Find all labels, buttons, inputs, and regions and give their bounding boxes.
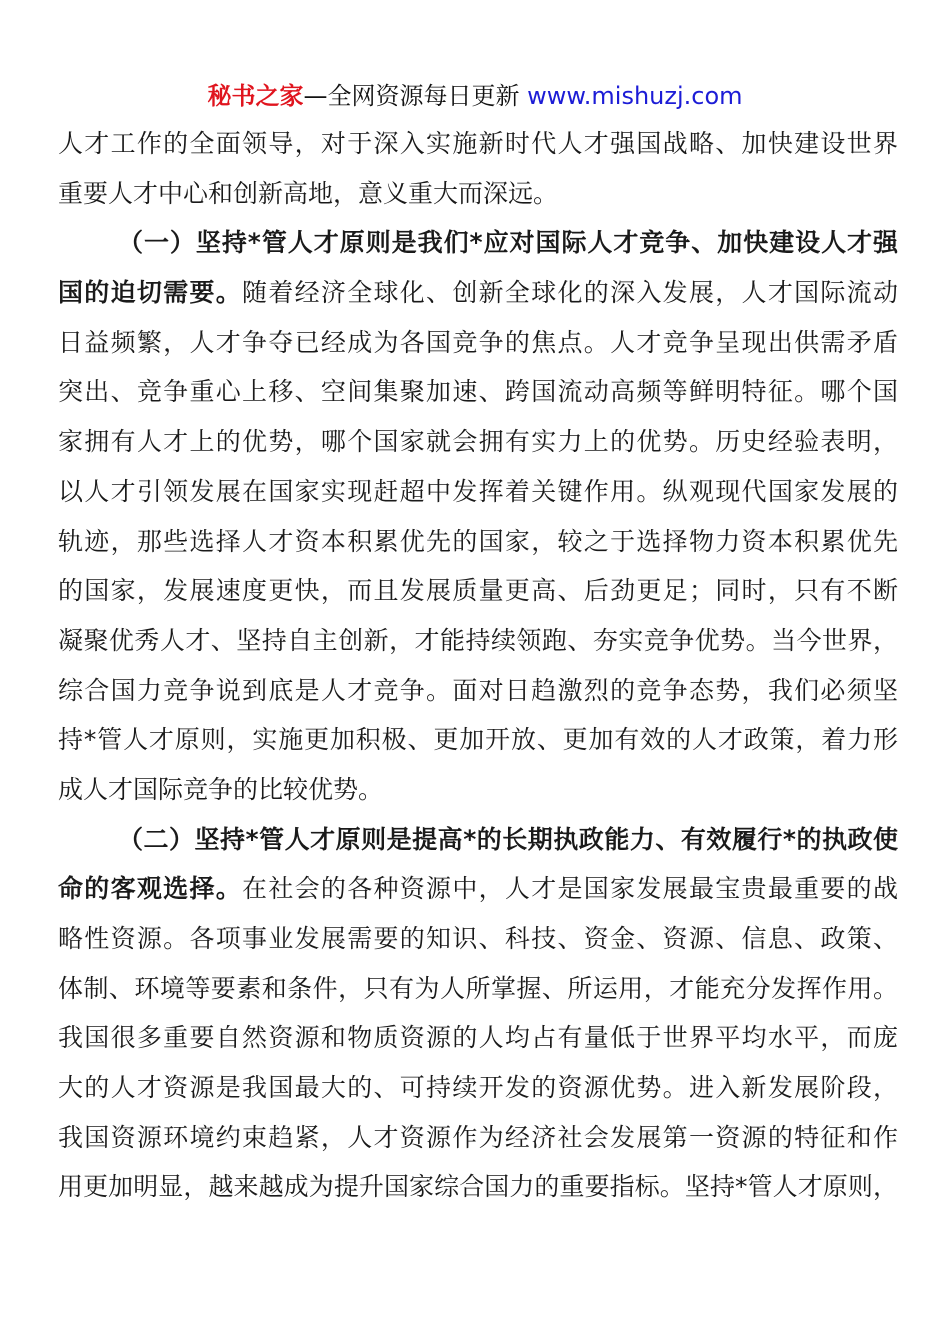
line-text: 家拥有人才上的优势，哪个国家就会拥有实力上的优势。历史经验表明， (58, 427, 898, 457)
line-text: 人才工作的全面领导，对于深入实施新时代人才强国战略、加快建设世界 (58, 129, 898, 158)
text-line (58, 964, 898, 1014)
text-line (58, 566, 898, 616)
text-line (58, 666, 898, 716)
section-heading-text: （一）坚持*管人才原则是我们*应对国际人才竞争、加快建设人才强 (118, 228, 898, 258)
section-heading-text: 国的迫切需要。 (58, 278, 243, 308)
text-line (58, 1162, 898, 1212)
text-line (58, 1113, 898, 1163)
brand-name: 秘书之家 (207, 82, 304, 110)
line-text: 用更加明显，越来越成为提升国家综合国力的重要指标。坚持*管人才原则， (58, 1172, 898, 1202)
text-line (58, 765, 898, 815)
line-text: 成人才国际竞争的比较优势。 (58, 774, 384, 804)
text-line (58, 914, 898, 964)
line-text: 持*管人才原则，实施更加积极、更加开放、更加有效的人才政策，着力形 (58, 725, 898, 755)
line-text: 以人才引领发展在国家实现赶超中发挥着关键作用。纵观现代国家发展的 (58, 476, 898, 506)
text-line (58, 318, 898, 368)
text-line (58, 268, 898, 318)
text-line (58, 1013, 898, 1063)
line-text: 日益频繁，人才争夺已经成为各国竞争的焦点。人才竞争呈现出供需矛盾 (58, 327, 898, 357)
text-line (58, 169, 898, 219)
line-text: 重要人才中心和创新高地，意义重大而深远。 (58, 178, 559, 208)
line-text: 我国资源环境约束趋紧，人才资源作为经济社会发展第一资源的特征和作 (58, 1122, 898, 1152)
line-text: 凝聚优秀人才、坚持自主创新，才能持续领跑、夯实竞争优势。当今世界， (58, 625, 898, 655)
text-line (58, 517, 898, 567)
line-text: 略性资源。各项事业发展需要的知识、科技、资金、资源、信息、政策、 (58, 924, 898, 953)
line-text: 随着经济全球化、创新全球化的深入发展，人才国际流动 (242, 278, 898, 308)
banner-tagline: —全网资源每日更新 (303, 82, 528, 110)
text-line (58, 467, 898, 517)
line-text: 我国很多重要自然资源和物质资源的人均占有量低于世界平均水平，而庞 (58, 1023, 898, 1053)
text-line (58, 119, 898, 169)
text-line (58, 715, 898, 765)
text-line (58, 616, 898, 666)
line-text: 综合国力竞争说到底是人才竞争。面对日趋激烈的竞争态势，我们必须坚 (58, 675, 898, 705)
text-line (58, 1063, 898, 1113)
section-heading-text: 命的客观选择。 (58, 874, 243, 904)
line-text: 突出、竞争重心上移、空间集聚加速、跨国流动高频等鲜明特征。哪个国 (58, 377, 898, 407)
line-text: 的国家，发展速度更快，而且发展质量更高、后劲更足；同时，只有不断 (58, 576, 898, 606)
line-text: 大的人才资源是我国最大的、可持续开发的资源优势。进入新发展阶段， (58, 1073, 898, 1103)
line-text: 体制、环境等要素和条件，只有为人所掌握、所运用，才能充分发挥作用。 (58, 973, 898, 1003)
site-url-link[interactable]: www.mishuzj.com (527, 82, 743, 110)
line-text: 轨迹，那些选择人才资本积累优先的国家，较之于选择物力资本积累优先 (58, 526, 898, 556)
section-heading-line (58, 815, 898, 865)
text-line (58, 417, 898, 467)
document-body (58, 119, 898, 1212)
text-line (58, 864, 898, 914)
site-banner (0, 80, 950, 112)
text-line (58, 367, 898, 417)
line-text: 在社会的各种资源中，人才是国家发展最宝贵最重要的战 (242, 874, 898, 904)
section-heading-line (58, 218, 898, 268)
section-heading-text: （二）坚持*管人才原则是提高*的长期执政能力、有效履行*的执政使 (118, 824, 898, 854)
